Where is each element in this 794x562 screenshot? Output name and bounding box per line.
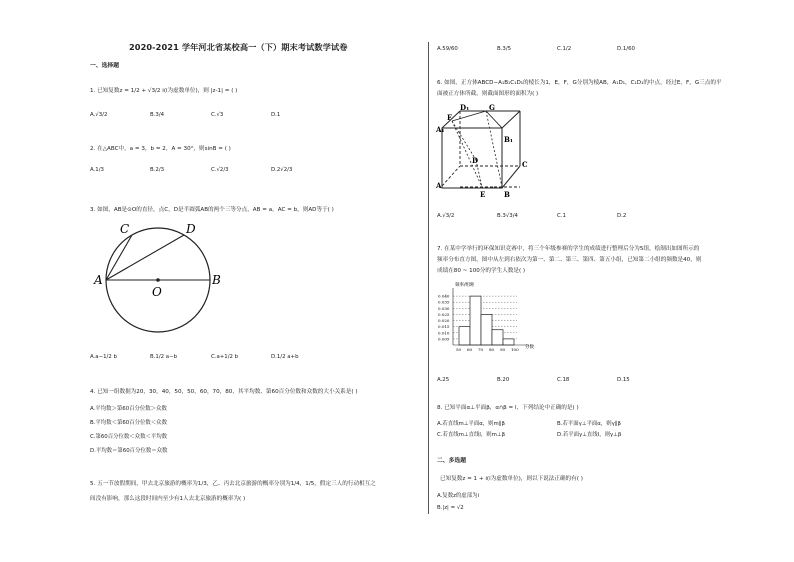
question-6-option-b: B.3√3/4 — [497, 213, 518, 219]
question-4-option-a: A.平均数＞第60百分位数＞众数 — [90, 406, 167, 412]
question-4-option-c: C.第60百分位数＜众数＜平均数 — [90, 434, 168, 440]
cube-edge-hidden — [442, 166, 460, 186]
label-f: F — [447, 113, 452, 122]
histogram-x-tick-label: 80 — [489, 347, 495, 352]
label-a: A — [94, 273, 103, 287]
question-6-option-a: A.√3/2 — [437, 213, 455, 219]
question-3-stem: 3. 如图，AB是⊙O的直径，点C，D是半圆弧AB的两个三等分点，AB = a，AC = b，则AD等于( ) — [90, 207, 334, 213]
label-g: G — [489, 104, 495, 112]
histogram-y-tick-label: 0.010 — [438, 330, 450, 336]
question-7-option-b: B.20 — [497, 377, 510, 383]
question-6-cube-figure — [436, 104, 536, 200]
histogram-x-tick-label: 50 — [456, 347, 462, 352]
section-edge — [486, 111, 502, 187]
question-1-option-c: C.√3 — [211, 112, 224, 118]
cube-edge — [502, 111, 520, 128]
chord-ac — [106, 235, 132, 280]
question-6-option-d: D.2 — [617, 213, 627, 219]
question-7-frequency-histogram — [437, 280, 547, 360]
question-1-stem: 1. 已知复数z = 1/2 + √3/2 i(i为虚数单位)，则 |z-1| = ( ) — [90, 88, 238, 94]
label-b1: B₁ — [504, 135, 513, 144]
question-8-option-a: A.若直线m⊥平面α，则m∥β — [437, 421, 505, 427]
label-o: O — [152, 285, 162, 299]
label-e: E — [480, 190, 486, 199]
question-9-option-a: A.复数z的虚部为i — [437, 493, 479, 499]
histogram-y-axis-label: 频率/组距 — [455, 283, 475, 288]
label-c: C — [120, 222, 130, 236]
question-5-option-a: A.59/60 — [437, 46, 458, 52]
chord-ad — [106, 235, 184, 280]
question-6-option-c: C.1 — [557, 213, 566, 219]
question-7-option-c: C.18 — [557, 377, 570, 383]
question-5-option-d: D.1/60 — [617, 46, 635, 52]
label-d: D — [472, 156, 479, 165]
label-a: A — [436, 181, 442, 190]
question-6-stem-line-1: 6. 如图，正方体ABCD−A₁B₁C₁D₁的棱长为1，E，F，G分别为棱AB，A₁D₁，C₁D₁的中点，经过E，F，G三点的平 — [437, 80, 722, 86]
page-title: 2020-2021 学年河北省某校高一（下）期末考试数学试卷 — [129, 42, 348, 52]
histogram-y-tick-label: 0.005 — [438, 336, 450, 342]
question-4-stem: 4. 已知一组数据为20，30，40，50，50，60，70，80，其平均数、第60百分位数和众数的大小关系是( ) — [90, 389, 358, 395]
histogram-bar — [470, 296, 481, 345]
question-5-option-b: B.3/5 — [497, 46, 512, 52]
question-5-option-c: C.1/2 — [557, 46, 572, 52]
question-3-circle-figure — [92, 220, 242, 346]
cube-edge — [502, 166, 520, 188]
question-7-stem-line-1: 7. 在某中学举行的环保知识竞赛中，将三个年级参赛的学生的成绩进行整理后分为5组，绘制出如图所示的 — [437, 246, 700, 252]
center-point — [156, 278, 160, 282]
question-2-option-d: D.2√2/3 — [271, 167, 293, 173]
question-3-option-a: A.a−1/2 b — [90, 354, 117, 360]
question-3-option-c: C.a+1/2 b — [211, 354, 239, 360]
question-9-option-b: B.|z| = √2 — [437, 505, 464, 511]
histogram-bar — [503, 339, 514, 345]
question-4-option-d: D.平均数＝第60百分位数＝众数 — [90, 448, 168, 454]
question-5-stem-line-2: 间没有影响，那么这段时间内至少有1人去北京旅游的概率为( ) — [90, 496, 246, 502]
label-d: D — [186, 222, 196, 236]
question-7-stem-line-3: 成绩在80 ~ 100分的学生人数是( ) — [437, 268, 526, 274]
question-2-stem: 2. 在△ABC中，a = 3，b = 2，A = 30°，则sinB = ( ) — [90, 146, 231, 152]
histogram-y-tick-label: 0.040 — [438, 293, 450, 299]
label-d1: D₁ — [460, 104, 470, 112]
section-edge — [486, 111, 502, 128]
question-1-option-b: B.3/4 — [150, 112, 165, 118]
histogram-y-tick-label: 0.035 — [438, 299, 450, 305]
question-1-option-d: D.1 — [271, 112, 281, 118]
question-5-stem-line-1: 5. 五一节放假期间，甲去北京旅游的概率为1/3，乙、丙去北京旅游的概率分别为1/4，1/5，假定三人的行动相互之 — [90, 481, 376, 487]
section-edge — [452, 121, 482, 187]
histogram-x-axis-label: 分数 — [525, 345, 534, 350]
question-7-option-a: A.25 — [437, 377, 450, 383]
histogram-bar — [459, 327, 470, 345]
question-6-stem-line-2: 面被正方体所截，则截面图形的面积为( ) — [437, 91, 539, 97]
question-4-option-b: B.平均数＜第60百分位数＜众数 — [90, 420, 167, 426]
question-7-stem-line-2: 频率分布直方图，图中从左到右依次为第一、第二、第三、第四、第五小组，已知第二小组的频数是40，则 — [437, 257, 702, 263]
histogram-x-tick-label: 60 — [467, 347, 473, 352]
histogram-y-tick-label: 0.025 — [438, 311, 450, 317]
question-2-option-c: C.√2/3 — [211, 167, 229, 173]
question-7-option-d: D.15 — [617, 377, 630, 383]
question-9-stem: 已知复数z = 1 + i(i为虚数单位)，则以下说法正确的有( ) — [440, 476, 583, 482]
question-8-stem: 8. 已知平面α⊥平面β，α∩β = l，下列结论中正确的是( ) — [437, 405, 579, 411]
histogram-y-tick-label: 0.020 — [438, 318, 450, 324]
histogram-y-tick-label: 0.015 — [438, 324, 450, 330]
label-b: B — [504, 190, 510, 199]
question-1-option-a: A.√3/2 — [90, 112, 108, 118]
section-heading-single-choice: 一、选择题 — [90, 63, 119, 69]
question-8-option-d: D.若平面γ⊥直线l，则γ⊥β — [557, 432, 622, 438]
histogram-x-tick-label: 90 — [500, 347, 506, 352]
section-heading-multiple-choice: 二、多选题 — [437, 458, 466, 464]
column-divider — [428, 42, 429, 514]
question-2-option-b: B.2/3 — [150, 167, 165, 173]
section-edge — [452, 111, 486, 121]
label-a1: A₁ — [436, 125, 445, 134]
question-8-option-b: B.若平面γ⊥平面α，则γ∥β — [557, 421, 621, 427]
histogram-y-tick-label: 0.030 — [438, 305, 450, 311]
label-c: C — [522, 160, 528, 169]
question-2-option-a: A.1/3 — [90, 167, 104, 173]
histogram-bar — [481, 314, 492, 345]
label-b: B — [212, 273, 221, 287]
histogram-bar — [492, 330, 503, 345]
question-8-option-c: C.若直线m⊥直线l，则m⊥β — [437, 432, 506, 438]
question-3-option-b: B.1/2 a−b — [150, 354, 178, 360]
section-edge — [452, 121, 476, 160]
histogram-x-tick-label: 70 — [478, 347, 484, 352]
histogram-x-tick-label: 100 — [511, 347, 519, 352]
question-3-option-d: D.1/2 a+b — [271, 354, 299, 360]
